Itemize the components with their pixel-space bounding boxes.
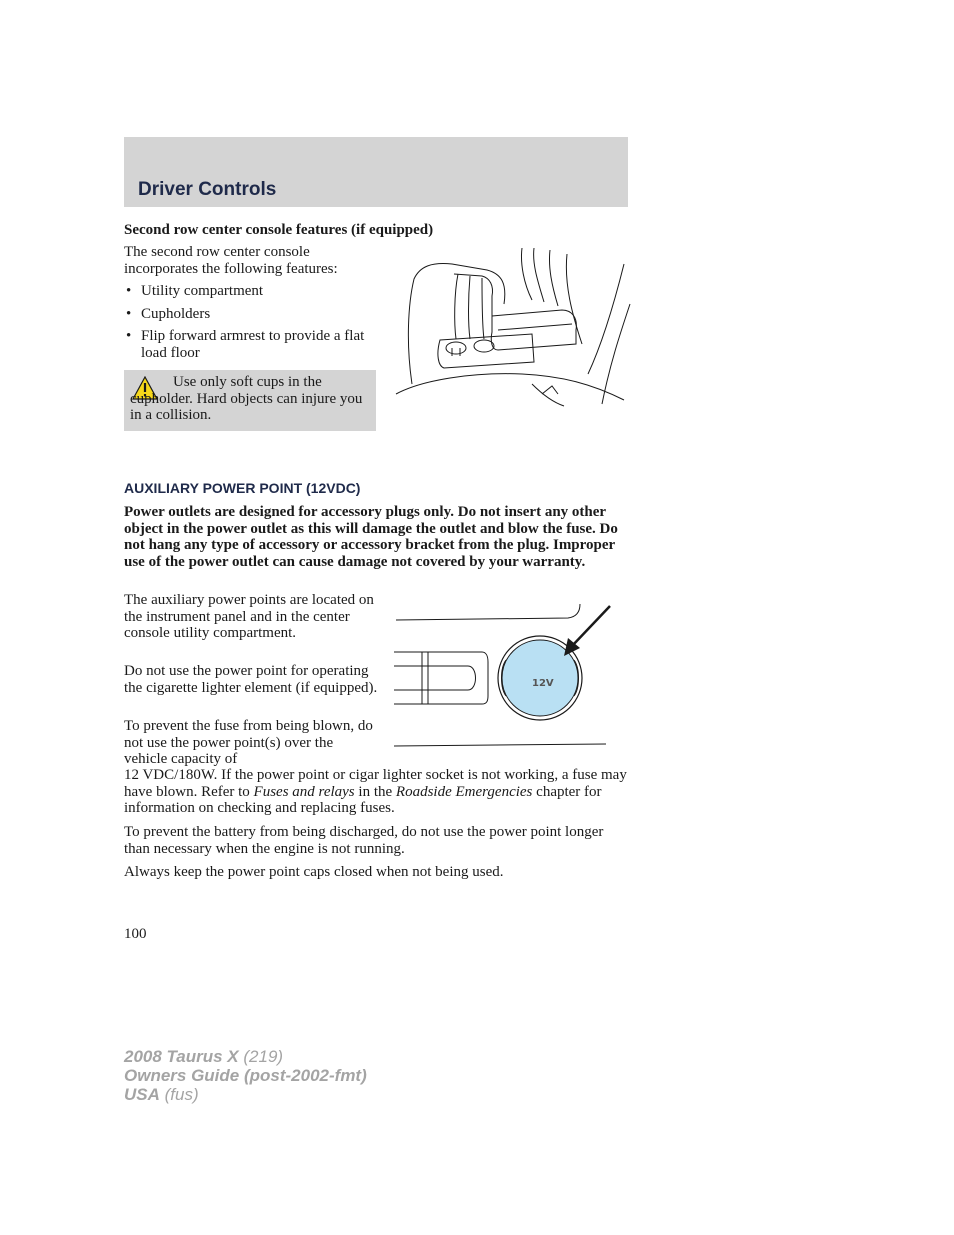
fuses-reference: Fuses and relays: [253, 783, 355, 800]
power-point-illustration: [392, 598, 614, 748]
cupholder-warning-box: [124, 370, 376, 431]
cupholder-warning-text: Use only soft cups in the cupholder. Hard objects can injure you in a collision.: [130, 374, 363, 423]
list-item: • Cupholders: [126, 305, 211, 322]
footer-line-1: 2008 Taurus X (219): [124, 1047, 284, 1066]
aux-lighter-text: Do not use the power point for operating the cigarette lighter element (if equipped).: [124, 663, 378, 696]
console-heading: Second row center console features (if equipped): [124, 222, 434, 238]
document-footer: [124, 1047, 367, 1104]
aux-caps-text: Always keep the power point caps closed when not being used.: [124, 864, 504, 880]
aux-fuse-text-1: To prevent the fuse from being blown, do not use the power point(s) over the vehicle capacity of: [124, 718, 373, 767]
section-header: [124, 137, 628, 207]
section-title: Driver Controls: [138, 179, 277, 200]
console-illustration: [392, 244, 632, 410]
aux-warning-text: Power outlets are designed for accessory plugs only. Do not insert any other object in the power outlet as this will damage the outlet and blow the fuse. Do not hang any type of accessory or accessory bracket from the plug. Improper use of the power outlet can cause damage not covered by your warranty.: [124, 504, 618, 570]
page-number: 100: [124, 926, 147, 942]
aux-power-heading: AUXILIARY POWER POINT (12VDC): [124, 480, 361, 496]
list-item: • Utility compartment: [126, 283, 264, 299]
footer-line-3: USA (fus): [124, 1085, 199, 1104]
feature-list: [124, 283, 374, 367]
aux-battery-text: To prevent the battery from being discharged, do not use the power point longer than necessary when the engine is not running.: [124, 824, 604, 857]
footer-line-2: Owners Guide (post-2002-fmt): [124, 1066, 367, 1085]
roadside-reference: Roadside Emergencies: [395, 783, 533, 800]
cap-label: 12V: [532, 678, 554, 689]
aux-location-text: The auxiliary power points are located on the instrument panel and in the center console utility compartment.: [124, 592, 374, 641]
aux-fuse-text-2: 12 VDC/180W. If the power point or cigar lighter socket is not working, a fuse may have blown. Refer to Fuses and relays in the Roadside Emergencies chapter for information on checking and replacing fuses.: [124, 767, 627, 816]
list-item: • Flip forward armrest to provide a flat load floor: [126, 328, 365, 361]
console-intro: The second row center console incorporates the following features:: [124, 244, 338, 277]
